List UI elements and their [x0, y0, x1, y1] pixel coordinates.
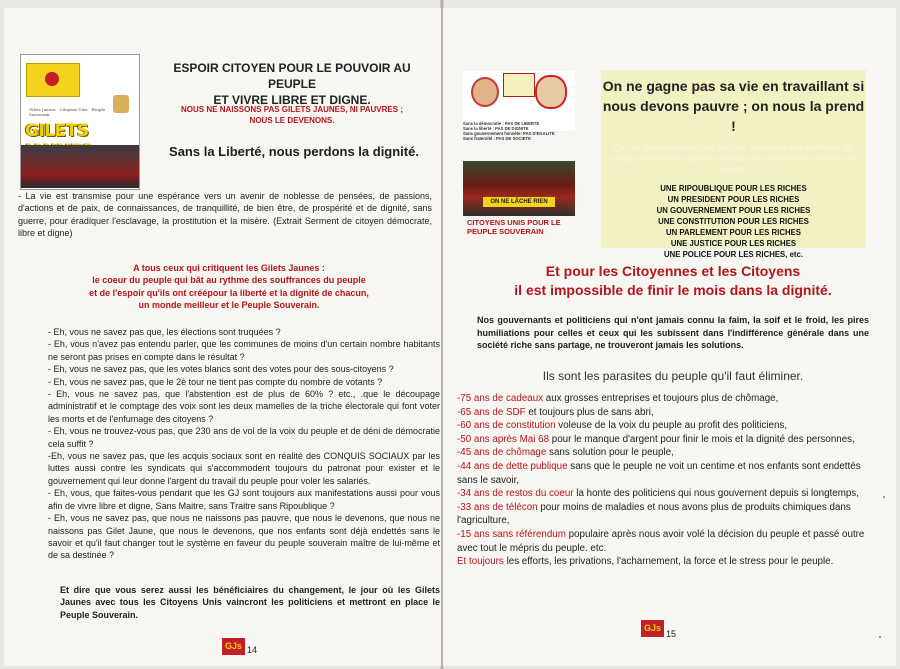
riches-item: UNE JUSTICE POUR LES RICHES	[670, 239, 797, 248]
slogan-line: Sans fraternité : PAS DE SOCIETE	[463, 136, 531, 141]
riches-item: UN PRESIDENT POUR LES RICHES	[667, 195, 800, 204]
logo-wordmark: GILETS	[25, 121, 89, 141]
intro-paragraph: - La vie est transmise pour une espérance vers un avenir de noblesse de pensées, de passions, d'actions et de paix, de connaissances, de tranquillité, de bien être, de prospérité et de dignité, sans guerre, pour éradiquer l'esclavage, la prostitution et la misère. (Extrait Serment de citoyen démocrate, libre et digne)	[18, 191, 432, 238]
crowd-photo	[21, 145, 139, 188]
grievance-item	[457, 460, 877, 487]
logo-subtitle: Gilets Jaunes · Citoyens Unis · Peuple Souverain	[29, 107, 106, 117]
grievance-lead: -50 ans après Mai 68	[457, 433, 550, 445]
grievance-text: pour le manque d'argent pour finir le mois et la dignité des personnes,	[549, 433, 855, 445]
gjs-badge: GJs	[222, 638, 245, 655]
question-item: - Eh, vous, que faites-vous pendant que les GJ sont toujours aux manifestations aussi pour vous afin de vivre libre et digne, Sans Maitre, sans Traitre sans Ripoublique ?	[48, 488, 440, 511]
grievance-item	[457, 406, 877, 420]
parasites-heading: Ils sont les parasites du peuple qu'il faut éliminer.	[542, 369, 804, 383]
grievance-item	[457, 528, 877, 555]
grievance-lead: -33 ans de télécon	[457, 501, 538, 513]
closing-paragraph: Et dire que vous serez aussi les bénéficiaires du changement, le jour où les Gilets Jaunes avec tous les Citoyens Unis vaincront les politiciens et mettront en place le Peuple Souverain.	[60, 585, 440, 620]
grievance-lead: Et toujours	[457, 556, 504, 568]
slogan-line: Sans la liberté : PAS DE DIGNITE	[463, 126, 529, 131]
grievance-lead: -65 ans de SDF	[457, 406, 526, 418]
grievance-list	[457, 392, 877, 569]
red-subheading	[154, 104, 430, 126]
grievance-text: les efforts, les privations, l'acharnement, la force et le stress pour le peuple.	[503, 556, 834, 568]
gilets-jaunes-logo	[20, 54, 140, 190]
box-title: On ne gagne pas sa vie en travaillant si nous devons pauvre ; on nous la prend !	[602, 78, 865, 134]
grievance-item	[457, 487, 877, 501]
highlight-box	[601, 70, 866, 259]
clown-face-icon	[535, 75, 567, 109]
riches-item: UNE RIPOUBLIQUE POUR LES RICHES	[660, 184, 807, 193]
title-line: ET VIVRE LIBRE ET DIGNE.	[213, 93, 371, 107]
grievance-item	[457, 501, 877, 528]
grievance-item	[457, 555, 877, 569]
box-faint-text: Ce oui, qui représente nos maîtres, seigneurs des meilleurs du peuple, employé du peuple que les pays devenus les patrons du peuple.	[611, 143, 856, 174]
red-block-line: A tous ceux qui critiquent les Gilets Jaunes :	[133, 263, 325, 273]
grievance-text: et toujours plus de sans abri,	[525, 406, 654, 418]
gjs-badge: GJs	[641, 620, 664, 637]
page-number: 14	[247, 645, 258, 655]
page-right	[443, 8, 896, 666]
question-item: - Eh, vous ne savez pas, que le 2è tour ne tient pas compte du nombre de votants ?	[48, 376, 383, 387]
grievance-lead: -45 ans de chômage	[457, 447, 547, 459]
red-block-line: le coeur du peuple qui bât au rythme des souffrances du peuple	[92, 275, 366, 286]
grievance-lead: -15 ans sans référendum	[457, 528, 566, 540]
speck	[883, 496, 885, 498]
grievance-item	[457, 433, 877, 447]
question-list	[48, 326, 440, 562]
grievance-item	[457, 392, 877, 406]
statement: Nos gouvernants et politiciens qui n'ont jamais connu la faim, la soif et le froid, les pires humiliations pour celles et ceux qui les subissent dans l'indifférence générale dans une société riche sans partage, ne trouveront jamais les solutions.	[477, 315, 869, 350]
grievance-text: sans que le peuple ne voit un centime et nos enfants sont endettés sans le savoir,	[457, 460, 861, 486]
slogan-line: Sans la démocratie : PAS DE LIBERTE	[463, 121, 540, 126]
grievance-lead: -60 ans de constitution	[457, 420, 556, 432]
banner: ON NE LÂCHE RIEN	[483, 197, 555, 207]
page-number: 15	[666, 629, 677, 639]
headline-line: il est impossible de finir le mois dans la dignité.	[514, 282, 832, 298]
grievance-text: sans solution pour le peuple,	[546, 447, 674, 459]
grievance-item	[457, 446, 877, 460]
grievance-text: la honte des politiciens qui nous gouvernent depuis si longtemps,	[573, 488, 859, 500]
riches-item: UN GOUVERNEMENT POUR LES RICHES	[656, 206, 811, 215]
question-item: - Eh, vous ne trouvez-vous pas, que 230 ans de vol de la voix du peuple et de déni de démocratie cela suffit ?	[48, 426, 440, 449]
question-item: - Eh, vous n'avez pas entendu parler, que les communes de moins d'un certain nombre habitants ne seront pas prises en compte dans le résultat ?	[48, 339, 440, 362]
red-line: NOUS NE NAISSONS PAS GILETS JAUNES, NI PAUVRES ;	[181, 105, 403, 114]
grievance-text: voleuse de la voix du peuple au profit des politiciens,	[555, 420, 788, 432]
riches-item: UNE POLICE POUR LES RICHES, etc.	[663, 250, 804, 259]
grievance-lead: -75 ans de cadeaux	[457, 393, 544, 404]
question-item: - Eh, vous ne savez pas, que nous ne naissons pas pauvre, que nous le devenons, que nous ne naissons pas Gilet Jaune, que nous le devenons, que nos enfants sont déjà endettés sans le savoir et qu'il faut changer tout le système en faveur du peuple souverain maître de lui-même et de sa destinée ?	[48, 513, 440, 561]
slogan-caption	[463, 121, 581, 141]
sign-icon	[503, 73, 535, 97]
subtitle: Sans la Liberté, nous perdons la dignité.	[169, 144, 419, 159]
question-item: - Eh, vous ne savez pas, que les votes blancs sont des votes pour des sous-citoyens ?	[48, 364, 394, 375]
page-left	[4, 8, 441, 666]
riches-list	[601, 183, 866, 260]
slogan-line: Sans gouvernement honnête: PAS D'EGALITE	[463, 131, 555, 136]
red-block-line: un monde meilleur et le Peuple Souverain.	[138, 299, 320, 310]
question-item: - Eh, vous ne savez pas que, les élections sont truquées ?	[48, 327, 281, 337]
crest-icon	[113, 95, 129, 113]
grievance-text: aux grosses entreprises et toujours plus de chômage,	[543, 393, 779, 404]
photo-caption: CITOYENS UNIS POUR LE PEUPLE SOUVERAIN	[467, 218, 561, 236]
page-title	[152, 60, 432, 108]
flag-icon	[26, 63, 80, 97]
grievance-lead: -34 ans de restos du coeur	[457, 488, 574, 500]
headline	[463, 262, 883, 300]
marianne-icon	[471, 77, 499, 107]
question-item: -Eh, vous ne savez pas, que les acquis sociaux sont en réalité des CONQUIS SOCIAUX par les luttes aussi contre les syndicats qui s'accommodent toujours du patronat pour exister et le gouvernement qui leur donne l'argent du travail du peuple pour voler les salariés.	[48, 451, 440, 486]
red-block-line: et de l'espoir qu'ils ont créépour la liberté et la dignité de chacun,	[89, 287, 369, 298]
protest-photo	[463, 161, 575, 216]
red-line: NOUS LE DEVENONS.	[249, 116, 335, 125]
title-line: ESPOIR CITOYEN POUR LE POUVOIR AU PEUPLE	[173, 61, 411, 91]
grievance-lead: -44 ans de dette publique	[457, 460, 568, 472]
headline-line: Et pour les Citoyennes et les Citoyens	[545, 263, 801, 279]
riches-item: UN PARLEMENT POUR LES RICHES	[665, 228, 801, 237]
speck	[879, 636, 881, 638]
grievance-item	[457, 419, 877, 433]
grievance-text: pour moins de maladies et nous avons plus de produits chimiques dans l'agriculture,	[457, 501, 851, 527]
grievance-text: populaire après nous avoir volé la décision du peuple et passé outre avec tout le mépris du peuple. etc.	[457, 528, 865, 554]
red-block	[64, 262, 394, 311]
riches-item: UNE CONSTITUTION POUR LES RICHES	[658, 217, 809, 226]
question-item: - Eh, vous ne savez pas, que l'abstention est de plus de 60% ? etc., .que le découpage administratif et le comptage des voix sont les deux mamelles de la triche électorale qui font voter les morts et de l'enfumage des citoyens ?	[48, 389, 440, 424]
